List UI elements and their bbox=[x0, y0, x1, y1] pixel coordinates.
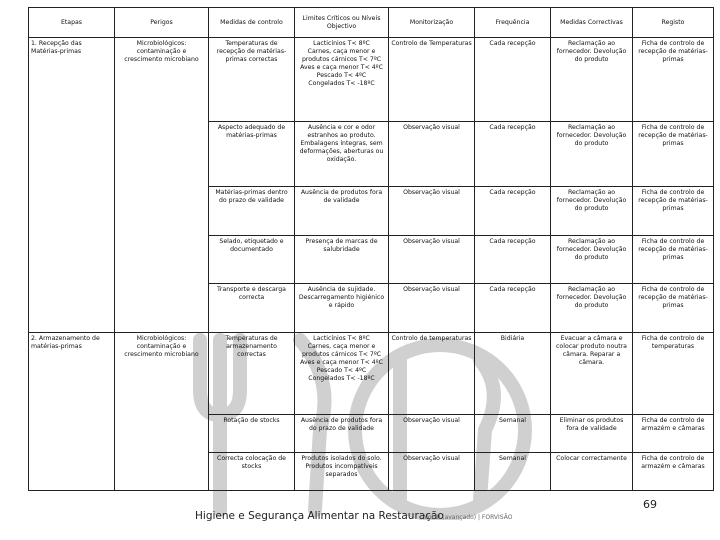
registo-cell: Ficha de controlo de recepção de matérias-primas bbox=[633, 236, 714, 284]
footer-title: Higiene e Segurança Alimentar na Restauração bbox=[195, 510, 444, 522]
frequencia-cell: Semanal bbox=[475, 453, 551, 491]
correctivas-cell: Reclamação ao fornecedor. Devolução do produto bbox=[551, 236, 633, 284]
header-medidas-correctivas: Medidas Correctivas bbox=[551, 8, 633, 38]
page-number: 69 bbox=[643, 498, 657, 511]
medidas-cell: Correcta colocação de stocks bbox=[209, 453, 295, 491]
frequencia-cell: Bidiária bbox=[475, 333, 551, 415]
monitorizacao-cell: Observação visual bbox=[389, 122, 475, 187]
limites-cell: Produtos isolados do solo. Produtos incompatíveis separados bbox=[295, 453, 389, 491]
frequencia-cell: Semanal bbox=[475, 415, 551, 453]
limites-cell: Ausência e cor e odor estranhos ao produto. Embalagens íntegras, sem deformações, aberturas ou oxidação. bbox=[295, 122, 389, 187]
frequencia-cell: Cada recepção bbox=[475, 122, 551, 187]
monitorizacao-cell: Observação visual bbox=[389, 453, 475, 491]
medidas-cell: Temperaturas de armazenamento correctas bbox=[209, 333, 295, 415]
etapa-cell: 2. Armazenamento de matérias-primas bbox=[29, 333, 115, 491]
registo-cell: Ficha de controlo de recepção de matérias-primas bbox=[633, 38, 714, 122]
perigo-cell: Microbiológicos: contaminação e crescimento microbiano bbox=[115, 38, 209, 333]
header-registo: Registo bbox=[633, 8, 714, 38]
haccp-table bbox=[28, 7, 714, 491]
correctivas-cell: Evacuar a câmara e colocar produto noutra câmara. Reparar a câmara. bbox=[551, 333, 633, 415]
header-perigos: Perigos bbox=[115, 8, 209, 38]
registo-cell: Ficha de controlo de recepção de matérias-primas bbox=[633, 284, 714, 333]
frequencia-cell: Cada recepção bbox=[475, 236, 551, 284]
medidas-cell: Temperaturas de recepção de matérias-primas correctas bbox=[209, 38, 295, 122]
table-row bbox=[29, 38, 714, 122]
header-medidas-controlo: Medidas de controlo bbox=[209, 8, 295, 38]
monitorizacao-cell: Controlo de Temperaturas bbox=[389, 38, 475, 122]
medidas-cell: Selado, etiquetado e documentado bbox=[209, 236, 295, 284]
perigo-cell: Microbiológicos: contaminação e crescimento microbiano bbox=[115, 333, 209, 491]
frequencia-cell: Cada recepção bbox=[475, 284, 551, 333]
correctivas-cell: Reclamação ao fornecedor. Devolução do produto bbox=[551, 122, 633, 187]
medidas-cell: Transporte e descarga correcta bbox=[209, 284, 295, 333]
limites-cell: Ausência de produtos fora do prazo de validade bbox=[295, 415, 389, 453]
limites-cell: Lacticínios T< 8ºC Carnes, caça menor e produtos cárnicos T< 7ºC Aves e caça menor T< 4ºC Pescado T< 4ºC Congelados T< -18ºC bbox=[295, 38, 389, 122]
correctivas-cell: Reclamação ao fornecedor. Devolução do produto bbox=[551, 284, 633, 333]
correctivas-cell: Eliminar os produtos fora de validade bbox=[551, 415, 633, 453]
registo-cell: Ficha de controlo de armazém e câmaras bbox=[633, 453, 714, 491]
table-row bbox=[29, 333, 714, 415]
limites-cell: Ausência de sujidade. Descarregamento higiénico e rápido bbox=[295, 284, 389, 333]
header-etapas: Etapas bbox=[29, 8, 115, 38]
medidas-cell: Rotação de stocks bbox=[209, 415, 295, 453]
limites-cell: Lacticínios T< 8ºC Carnes, caça menor e produtos cárnicos T< 7ºC Aves e caça menor T< 4ºC Pescado T< 4ºC Congelados T< -18ºC bbox=[295, 333, 389, 415]
medidas-cell: Aspecto adequado de matérias-primas bbox=[209, 122, 295, 187]
monitorizacao-cell: Controlo de temperaturas bbox=[389, 333, 475, 415]
correctivas-cell: Reclamação ao fornecedor. Devolução do produto bbox=[551, 187, 633, 236]
header-frequencia: Frequência bbox=[475, 8, 551, 38]
medidas-cell: Matérias-primas dentro do prazo de validade bbox=[209, 187, 295, 236]
monitorizacao-cell: Observação visual bbox=[389, 236, 475, 284]
frequencia-cell: Cada recepção bbox=[475, 38, 551, 122]
limites-cell: Ausência de produtos fora de validade bbox=[295, 187, 389, 236]
etapa-cell: 1. Recepção das Matérias-primas bbox=[29, 38, 115, 333]
registo-cell: Ficha de controlo de temperaturas bbox=[633, 333, 714, 415]
monitorizacao-cell: Observação visual bbox=[389, 415, 475, 453]
registo-cell: Ficha de controlo de recepção de matérias-primas bbox=[633, 122, 714, 187]
table-header-row bbox=[29, 8, 714, 38]
header-monitorizacao: Monitorização bbox=[389, 8, 475, 38]
frequencia-cell: Cada recepção bbox=[475, 187, 551, 236]
monitorizacao-cell: Observação visual bbox=[389, 284, 475, 333]
correctivas-cell: Reclamação ao fornecedor. Devolução do produto bbox=[551, 38, 633, 122]
registo-cell: Ficha de controlo de recepção de matérias-primas bbox=[633, 187, 714, 236]
monitorizacao-cell: Observação visual bbox=[389, 187, 475, 236]
header-limites-criticos: Limites Críticos ou Níveis Objectivo bbox=[295, 8, 389, 38]
limites-cell: Presença de marcas de salubridade bbox=[295, 236, 389, 284]
registo-cell: Ficha de controlo de armazém e câmaras bbox=[633, 415, 714, 453]
footer-subtitle: Vol. II (avançado) | FORVISÃO bbox=[424, 514, 513, 521]
correctivas-cell: Colocar correctamente bbox=[551, 453, 633, 491]
